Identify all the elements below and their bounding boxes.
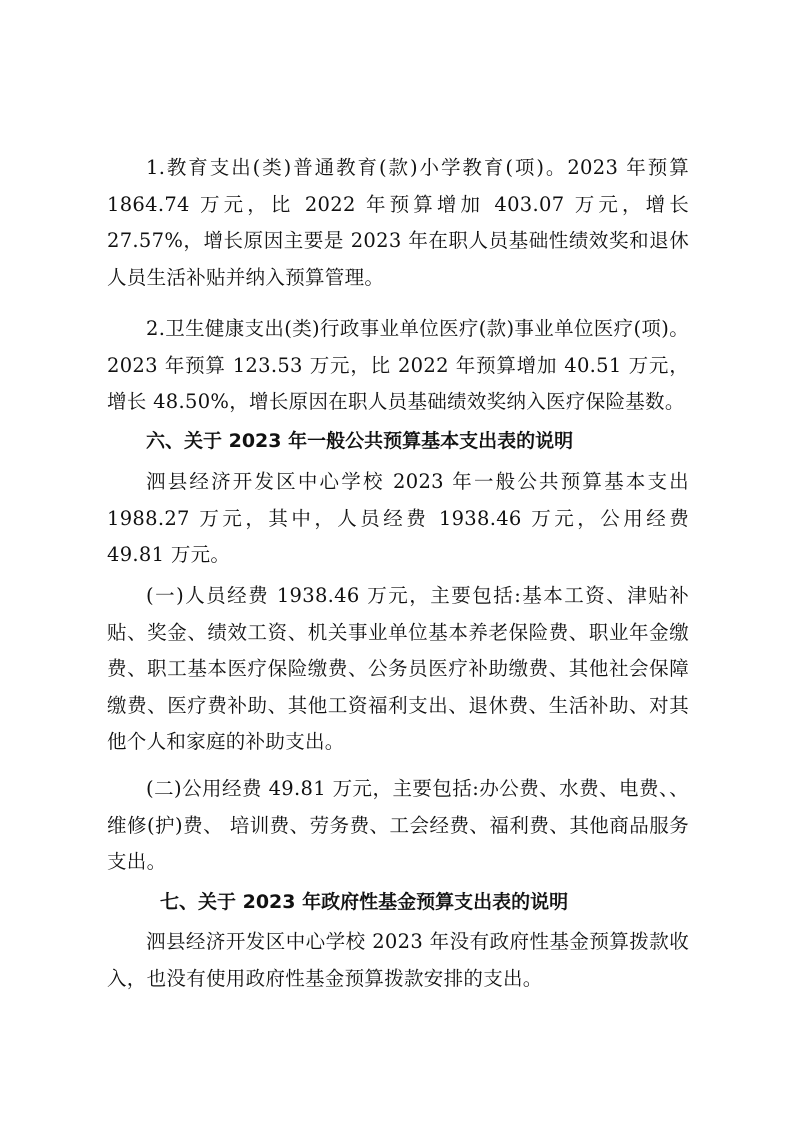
section-6-heading: 六、关于 2023 年一般公共预算基本支出表的说明 xyxy=(146,430,574,452)
section-7-heading: 七、关于 2023 年政府性基金预算支出表的说明 xyxy=(160,891,569,913)
health-expenditure-paragraph: 2.卫生健康支出(类)行政事业单位医疗(款)事业单位医疗(项)。2023 年预算 123.53 万元，比 2022 年预算增加 40.51 万元，增长 48.50%，增长原因在职人员基础绩效奖纳入医疗保险基数。 xyxy=(107,317,689,414)
public-expenses-paragraph: (二)公用经费 49.81 万元，主要包括:办公费、水费、电费、、维修(护)费、 培训费、劳务费、工会经费、福利费、其他商品服务支出。 xyxy=(107,777,689,874)
education-expenditure-paragraph: 1.教育支出(类)普通教育(款)小学教育(项)。2023 年预算 1864.74 万元，比 2022 年预算增加 403.07 万元，增长 27.57%，增长原因主要是 2023 年在职人员基础性绩效奖和退休人员生活补贴并纳入预算管理。 xyxy=(107,156,689,289)
government-fund-paragraph: 泗县经济开发区中心学校 2023 年没有政府性基金预算拨款收入，也没有使用政府性基金预算拨款安排的支出。 xyxy=(107,930,689,990)
personnel-expenses-paragraph: (一)人员经费 1938.46 万元，主要包括:基本工资、津贴补贴、奖金、绩效工资、机关事业单位基本养老保险费、职业年金缴费、职工基本医疗保险缴费、公务员医疗补助缴费、其他社会保障缴费、医疗费补助、其他工资福利支出、退休费、生活补助、对其他个人和家庭的补助支出。 xyxy=(107,584,689,754)
basic-expenditure-summary-paragraph: 泗县经济开发区中心学校 2023 年一般公共预算基本支出 1988.27 万元，其中，人员经费 1938.46 万元，公用经费 49.81 万元。 xyxy=(107,470,689,567)
